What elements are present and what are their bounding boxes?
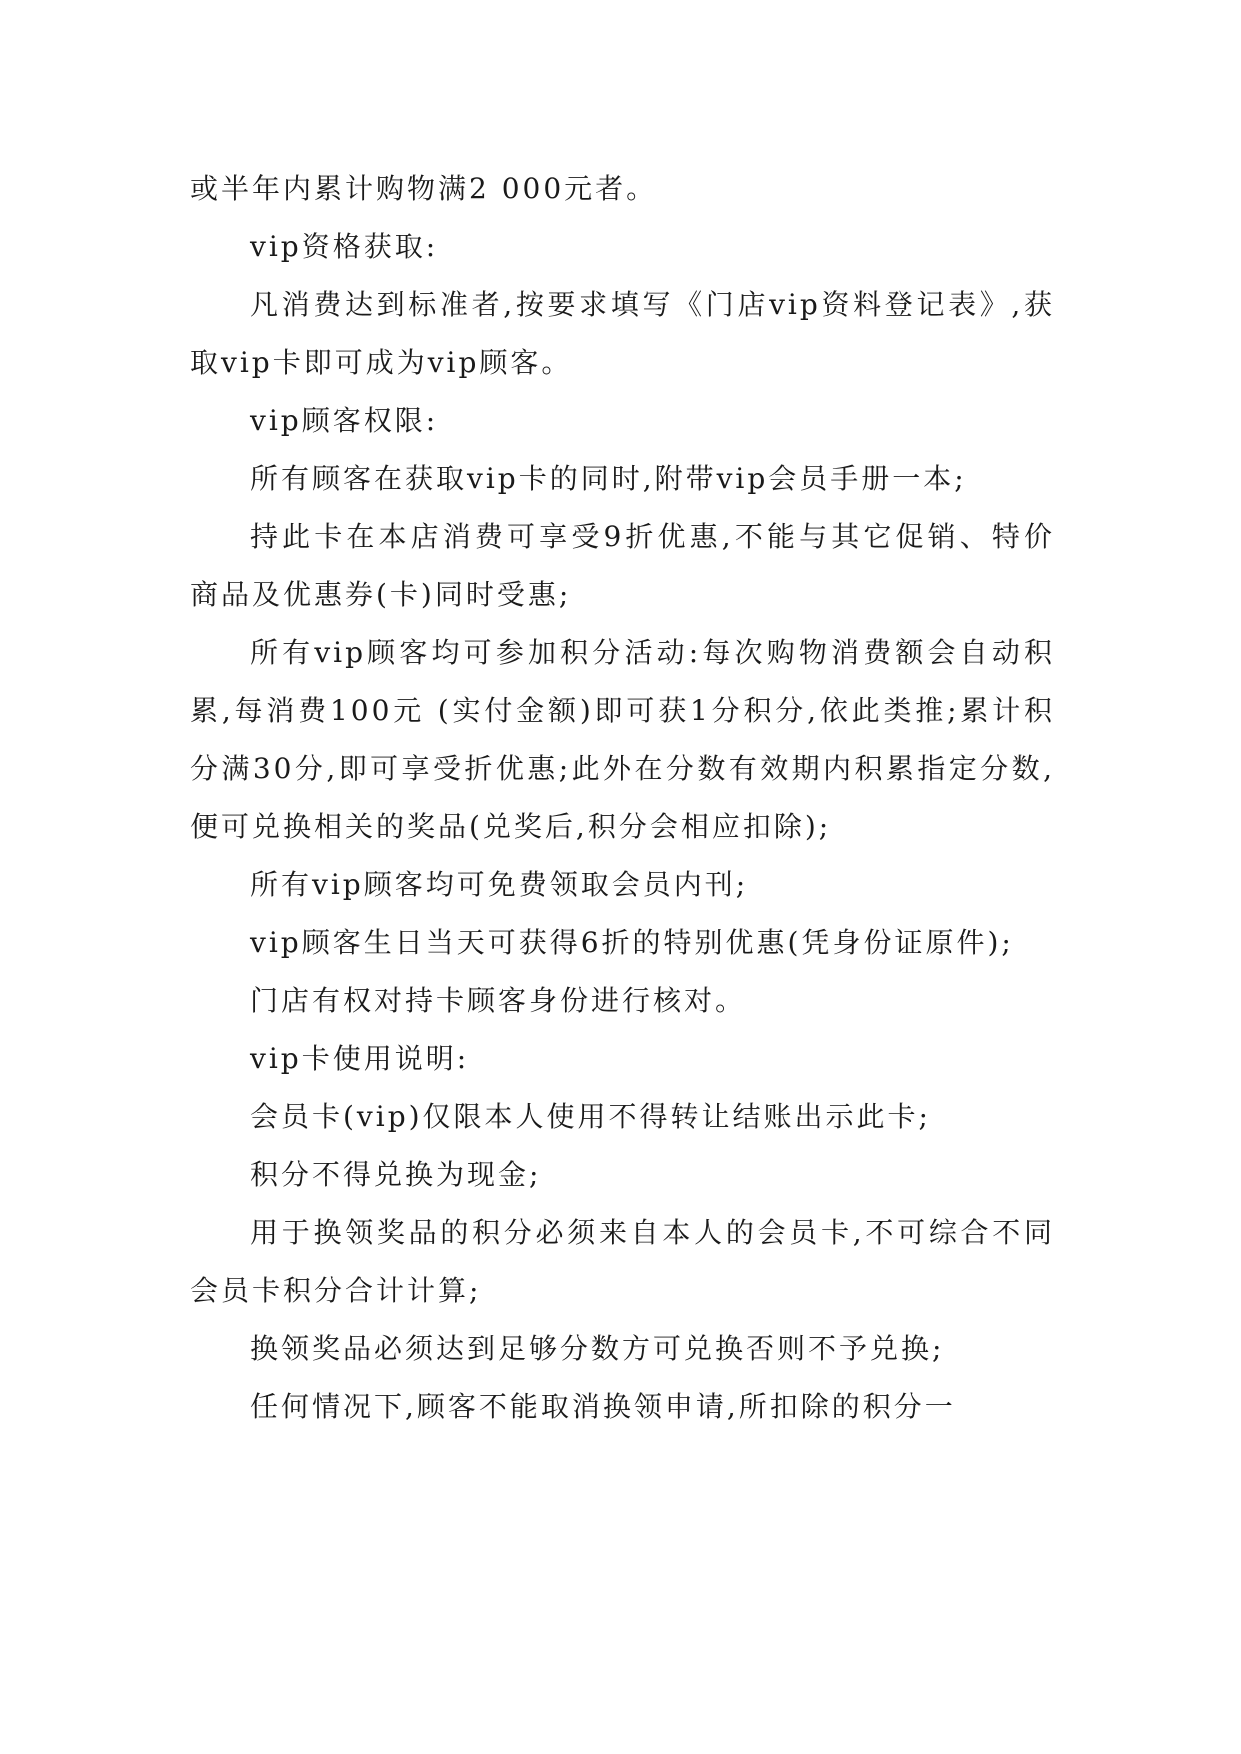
paragraph-identity-check: 门店有权对持卡顾客身份进行核对。: [250, 984, 747, 1017]
paragraph-vip-registration: 凡消费达到标准者,按要求填写《门店vip资料登记表》,获取vip卡即可成为vip顾客。: [190, 288, 1055, 379]
paragraph-no-cancel: 任何情况下,顾客不能取消换领申请,所扣除的积分一: [250, 1390, 956, 1423]
paragraph-member-magazine: 所有vip顾客均可免费领取会员内刊;: [250, 868, 749, 901]
heading-card-usage: vip卡使用说明:: [250, 1042, 470, 1075]
heading-vip-privileges: vip顾客权限:: [250, 404, 439, 437]
document-body: [190, 160, 1055, 1436]
paragraph-discount: 持此卡在本店消费可享受9折优惠,不能与其它促销、特价商品及优惠券(卡)同时受惠;: [190, 520, 1055, 611]
paragraph-points-activity: 所有vip顾客均可参加积分活动:每次购物消费额会自动积累,每消费100元 (实付金额)即可获1分积分,依此类推;累计积分满30分,即可享受折优惠;此外在分数有效期内积累指定分数,便可兑换相关的奖品(兑奖后,积分会相应扣除);: [190, 636, 1055, 843]
paragraph-purchase-threshold: 或半年内累计购物满2 000元者。: [190, 172, 658, 205]
paragraph-own-card-points: 用于换领奖品的积分必须来自本人的会员卡,不可综合不同会员卡积分合计计算;: [190, 1216, 1055, 1307]
paragraph-personal-use: 会员卡(vip)仅限本人使用不得转让结账出示此卡;: [250, 1100, 931, 1133]
paragraph-no-cash: 积分不得兑换为现金;: [250, 1158, 542, 1191]
paragraph-enough-points: 换领奖品必须达到足够分数方可兑换否则不予兑换;: [250, 1332, 945, 1365]
heading-vip-qualification: vip资格获取:: [250, 230, 439, 263]
paragraph-birthday-offer: vip顾客生日当天可获得6折的特别优惠(凭身份证原件);: [250, 926, 1014, 959]
paragraph-member-handbook: 所有顾客在获取vip卡的同时,附带vip会员手册一本;: [250, 462, 967, 495]
